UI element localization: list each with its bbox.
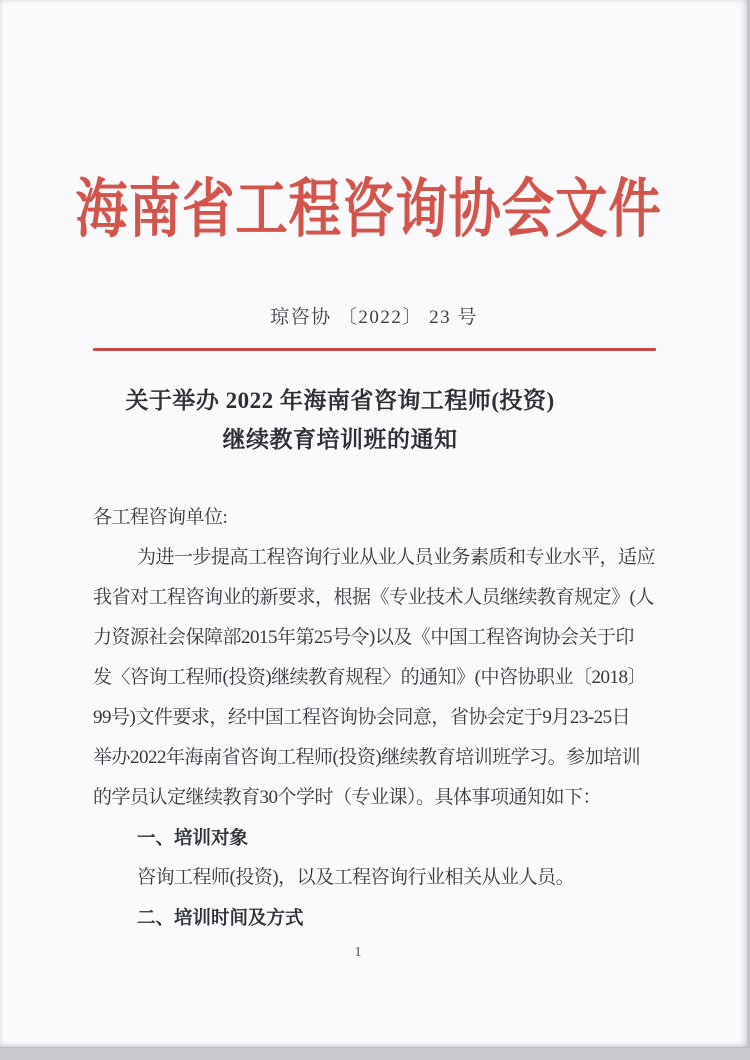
document-title xyxy=(93,381,587,459)
masthead-title xyxy=(0,158,736,248)
body-line: 99号)文件要求，经中国工程咨询协会同意，省协会定于9月23-25日 xyxy=(93,707,631,728)
document-title-line2: 继续教育培训班的通知 xyxy=(222,427,458,452)
body-line: 的学员认定继续教育30个学时（专业课）。具体事项通知如下： xyxy=(93,787,602,808)
body-line: 力资源社会保障部2015年第25号令)以及《中国工程咨询协会关于印 xyxy=(93,627,634,648)
doc-number: 琼咨协 〔2022〕 23 号 xyxy=(270,307,478,328)
body-line: 发〈咨询工程师(投资)继续教育规程〉的通知》(中咨协职业〔2018〕 xyxy=(93,667,646,688)
body-line: 各工程咨询单位: xyxy=(93,507,228,528)
masthead-title-text: 海南省工程咨询协会文件 xyxy=(74,174,662,245)
scan-bottom-edge xyxy=(0,1047,750,1060)
page-number: 1 xyxy=(354,945,362,960)
red-divider-rule xyxy=(93,348,656,351)
section-heading: 一、培训对象 xyxy=(137,827,249,848)
document-body xyxy=(93,498,657,938)
document-title-line1: 关于举办 2022 年海南省咨询工程师(投资) xyxy=(125,388,555,413)
body-line: 咨询工程师(投资)，以及工程咨询行业相关从业人员。 xyxy=(137,867,575,888)
body-line: 我省对工程咨询业的新要求，根据《专业技术人员继续教育规定》(人 xyxy=(93,587,654,608)
body-line: 为进一步提高工程咨询行业从业人员业务素质和专业水平，适应 xyxy=(137,547,656,568)
body-line: 举办2022年海南省咨询工程师(投资)继续教育培训班学习。参加培训 xyxy=(93,747,641,768)
section-heading: 二、培训时间及方式 xyxy=(137,907,304,928)
